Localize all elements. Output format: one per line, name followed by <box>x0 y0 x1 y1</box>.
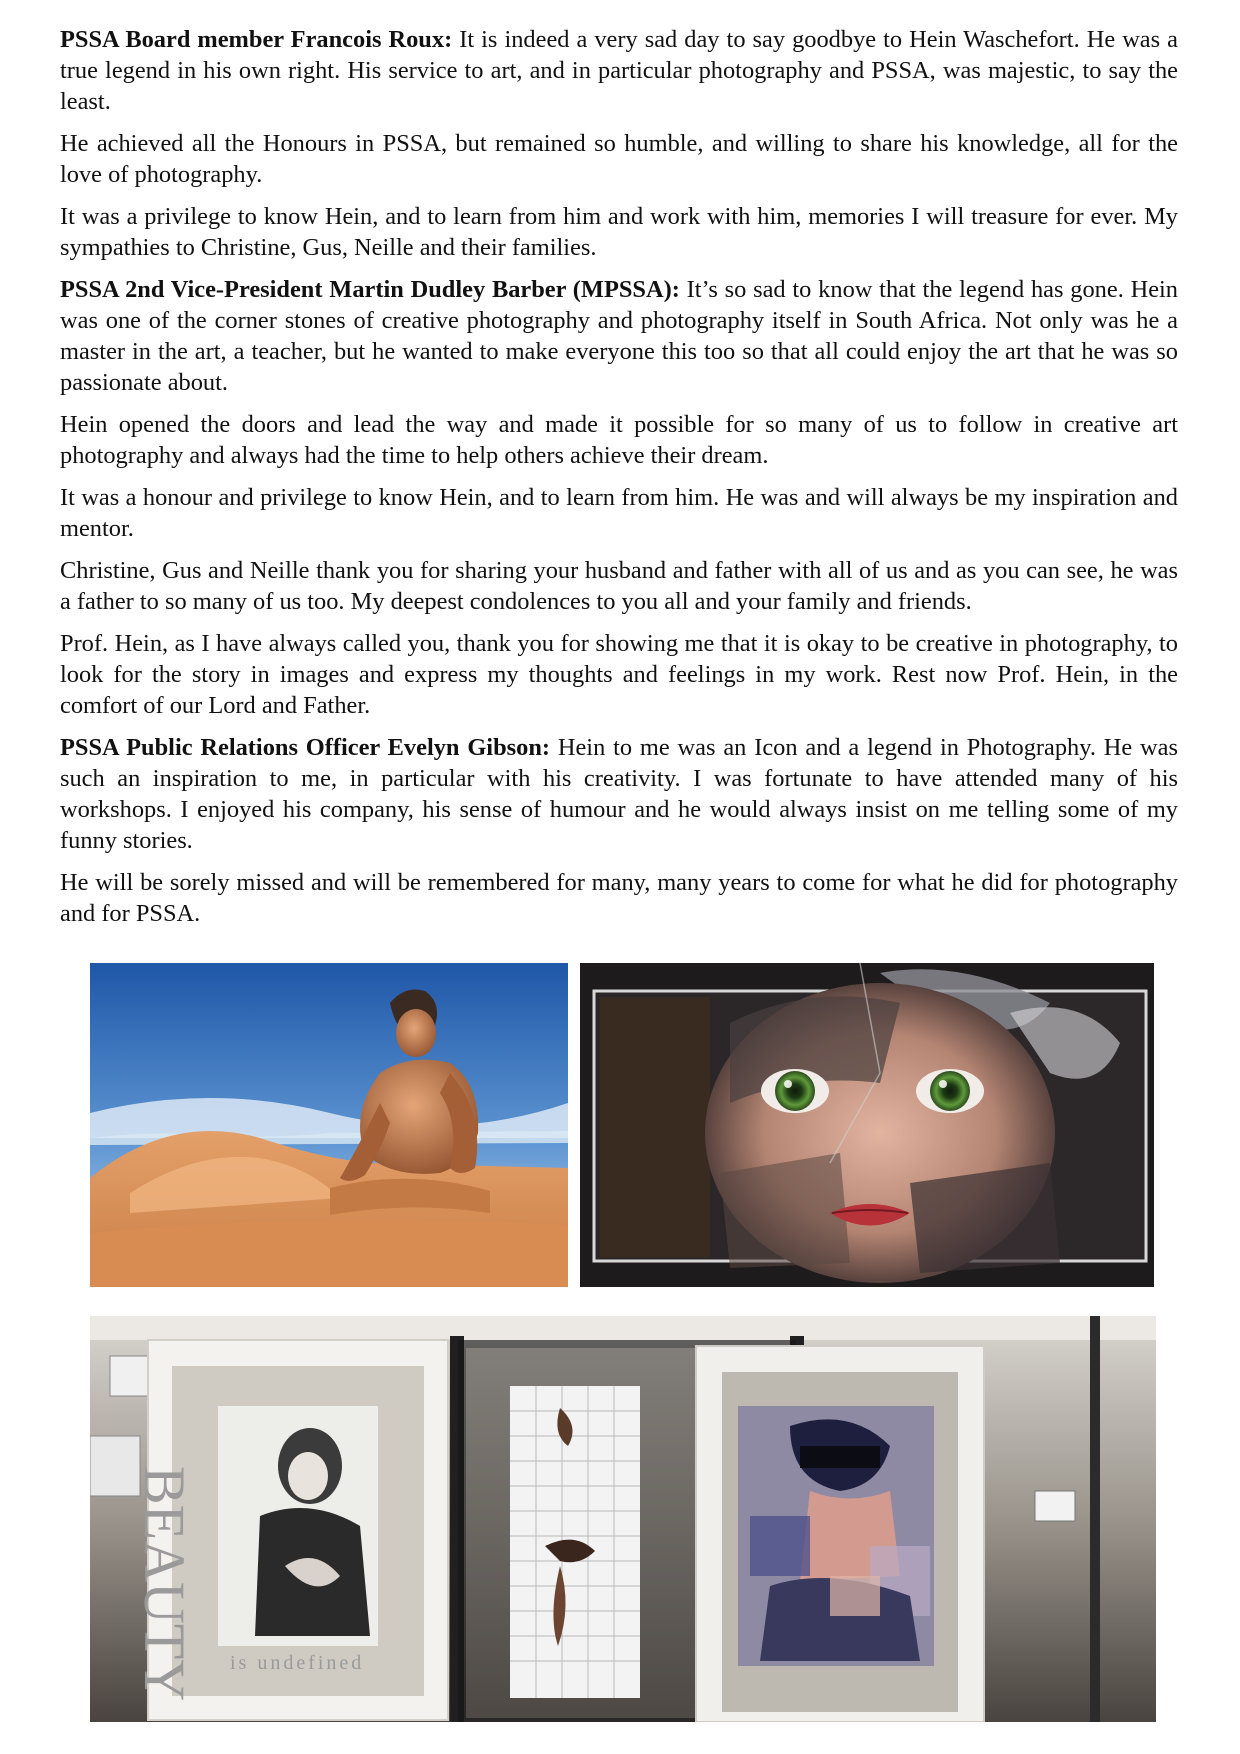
poster-caption: is undefined <box>230 1652 365 1674</box>
exhibition-image <box>90 1316 1156 1722</box>
paragraph <box>60 201 1178 263</box>
paragraph-text: Hein to me was an Icon and a legend in Photography. He was such an inspiration to me, in particular with his creativity. I was fortunate to have attended many of his workshops. I enjoyed his company, his sense of humour and he would always insist on me telling some of my funny stories. <box>60 734 1178 854</box>
child-face-collage-image <box>580 963 1154 1287</box>
article-body <box>60 24 1178 940</box>
paragraph <box>60 274 1178 398</box>
paragraph <box>60 555 1178 617</box>
paragraph <box>60 409 1178 471</box>
poster-word: BEAUTY <box>132 1466 197 1702</box>
exhibition-photo <box>90 1316 1156 1722</box>
paragraph <box>60 732 1178 856</box>
paragraph <box>60 482 1178 544</box>
paragraph-text: It was a privilege to know Hein, and to learn from him and work with him, memories I will treasure for ever. My sympathies to Christine, Gus, Neille and their families. <box>60 203 1178 261</box>
paragraph <box>60 128 1178 190</box>
paragraph <box>60 628 1178 721</box>
paragraph-text: Christine, Gus and Neille thank you for sharing your husband and father with all of us and as you can see, he was a father to so many of us too. My deepest condolences to you all and your family and friends. <box>60 557 1178 615</box>
speaker-name: PSSA Board member Francois Roux: <box>60 26 453 53</box>
paragraph <box>60 867 1178 929</box>
child-face-collage-photo <box>580 963 1154 1287</box>
speaker-name: PSSA 2nd Vice-President Martin Dudley Barber (MPSSA): <box>60 276 680 303</box>
paragraph-text: Prof. Hein, as I have always called you, thank you for showing me that it is okay to be creative in photography, to look for the story in images and express my thoughts and feelings in my work. Rest now Prof. Hein, in the comfort of our Lord and Father. <box>60 630 1178 719</box>
paragraph-text: It was a honour and privilege to know Hein, and to learn from him. He was and will always be my inspiration and mentor. <box>60 484 1178 542</box>
desert-portrait-photo <box>90 963 568 1287</box>
paragraph <box>60 24 1178 117</box>
paragraph-text: Hein opened the doors and lead the way and made it possible for so many of us to follow in creative art photography and always had the time to help others achieve their dream. <box>60 411 1178 469</box>
desert-portrait-image <box>90 963 568 1287</box>
paragraph-text: He achieved all the Honours in PSSA, but remained so humble, and willing to share his knowledge, all for the love of photography. <box>60 130 1178 188</box>
paragraph-text: It is indeed a very sad day to say goodbye to Hein Waschefort. He was a true legend in his own right. His service to art, and in particular photography and PSSA, was majestic, to say the least. <box>60 26 1178 115</box>
paragraph-text: It’s so sad to know that the legend has gone. Hein was one of the corner stones of creative photography and photography itself in South Africa. Not only was he a master in the art, a teacher, but he wanted to make everyone this too so that all could enjoy the art that he was so passionate about. <box>60 276 1179 396</box>
speaker-name: PSSA Public Relations Officer Evelyn Gibson: <box>60 734 551 761</box>
paragraph-text: He will be sorely missed and will be remembered for many, many years to come for what he did for photography and for PSSA. <box>60 869 1178 927</box>
